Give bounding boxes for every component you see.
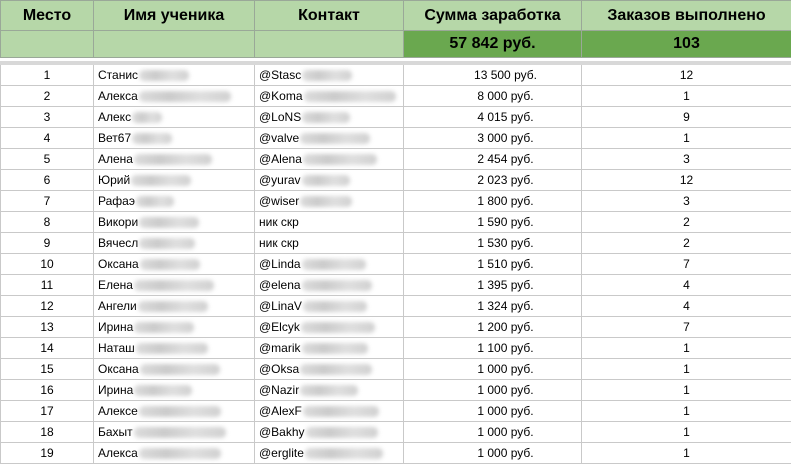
student-name: Оксана <box>98 257 139 271</box>
student-name: Станис <box>98 68 138 82</box>
orders-cell[interactable]: 1 <box>582 86 791 107</box>
orders-cell[interactable]: 4 <box>582 275 791 296</box>
place-cell[interactable]: 15 <box>1 359 94 380</box>
contact-cell[interactable] <box>255 63 404 86</box>
place-cell[interactable]: 8 <box>1 212 94 233</box>
student-name: Алена <box>98 152 133 166</box>
table-row <box>1 128 791 149</box>
table-row <box>1 149 791 170</box>
amount-cell[interactable]: 1 530 руб. <box>404 233 582 254</box>
student-cell[interactable] <box>94 128 255 149</box>
student-cell[interactable] <box>94 233 255 254</box>
totals-empty-cell[interactable] <box>255 31 404 58</box>
amount-cell[interactable]: 2 023 руб. <box>404 170 582 191</box>
student-cell[interactable] <box>94 296 255 317</box>
redaction-blur <box>138 301 208 312</box>
contact-cell[interactable] <box>255 128 404 149</box>
contact-handle: @Koma <box>259 89 303 103</box>
contact-handle: @AlexF <box>259 404 302 418</box>
contact-handle: @Linda <box>259 257 301 271</box>
totals-row <box>1 31 791 58</box>
contact-cell[interactable] <box>255 401 404 422</box>
orders-cell[interactable]: 1 <box>582 128 791 149</box>
student-name: Вячесл <box>98 236 138 250</box>
place-cell[interactable]: 4 <box>1 128 94 149</box>
orders-cell[interactable]: 1 <box>582 422 791 443</box>
table-row <box>1 86 791 107</box>
table-row <box>1 212 791 233</box>
table-row <box>1 63 791 86</box>
amount-cell[interactable]: 1 000 руб. <box>404 443 582 464</box>
redaction-blur <box>302 112 350 123</box>
student-name: Ирина <box>98 383 133 397</box>
header-place[interactable]: Место <box>1 1 94 31</box>
place-cell[interactable]: 14 <box>1 338 94 359</box>
contact-handle: @Nazir <box>259 383 299 397</box>
table-row <box>1 107 791 128</box>
table-row <box>1 191 791 212</box>
redaction-blur <box>300 385 358 396</box>
place-cell[interactable]: 10 <box>1 254 94 275</box>
redaction-blur <box>132 112 162 123</box>
place-cell[interactable]: 1 <box>1 63 94 86</box>
student-name: Алекса <box>98 89 138 103</box>
student-cell[interactable] <box>94 86 255 107</box>
amount-cell[interactable]: 8 000 руб. <box>404 86 582 107</box>
student-cell[interactable] <box>94 317 255 338</box>
redaction-blur <box>139 406 221 417</box>
table-row <box>1 380 791 401</box>
redaction-blur <box>304 91 396 102</box>
table-row <box>1 422 791 443</box>
contact-cell[interactable] <box>255 107 404 128</box>
redaction-blur <box>136 196 174 207</box>
table-row <box>1 338 791 359</box>
student-cell[interactable] <box>94 149 255 170</box>
student-name: Алексе <box>98 404 138 418</box>
orders-cell[interactable]: 12 <box>582 63 791 86</box>
table-row <box>1 317 791 338</box>
orders-cell[interactable]: 4 <box>582 296 791 317</box>
student-name: Вет67 <box>98 131 131 145</box>
header-row <box>1 1 791 31</box>
contact-handle: ник скр <box>259 236 299 250</box>
contact-handle: @elena <box>259 278 301 292</box>
student-cell[interactable] <box>94 422 255 443</box>
amount-cell[interactable]: 3 000 руб. <box>404 128 582 149</box>
student-name: Бахыт <box>98 425 133 439</box>
amount-cell[interactable]: 1 590 руб. <box>404 212 582 233</box>
table-row <box>1 443 791 464</box>
redaction-blur <box>139 238 195 249</box>
contact-cell[interactable] <box>255 275 404 296</box>
table-body <box>1 63 791 464</box>
redaction-blur <box>132 133 172 144</box>
contact-cell[interactable] <box>255 380 404 401</box>
table-row <box>1 296 791 317</box>
orders-cell[interactable]: 7 <box>582 254 791 275</box>
table-row <box>1 275 791 296</box>
contact-handle: @Elcyk <box>259 320 300 334</box>
place-cell[interactable]: 13 <box>1 317 94 338</box>
redaction-blur <box>140 259 200 270</box>
redaction-blur <box>301 322 375 333</box>
redaction-blur <box>302 343 368 354</box>
contact-cell[interactable] <box>255 443 404 464</box>
amount-cell[interactable]: 1 200 руб. <box>404 317 582 338</box>
orders-cell[interactable]: 1 <box>582 443 791 464</box>
orders-cell[interactable]: 9 <box>582 107 791 128</box>
student-cell[interactable] <box>94 275 255 296</box>
student-cell[interactable] <box>94 338 255 359</box>
student-name: Рафаэ <box>98 194 135 208</box>
redaction-blur <box>134 427 226 438</box>
contact-handle: @erglite <box>259 446 304 460</box>
redaction-blur <box>300 364 372 375</box>
place-cell[interactable]: 7 <box>1 191 94 212</box>
contact-cell[interactable] <box>255 212 404 233</box>
contact-cell[interactable] <box>255 170 404 191</box>
orders-cell[interactable]: 3 <box>582 191 791 212</box>
orders-cell[interactable]: 1 <box>582 338 791 359</box>
orders-cell[interactable]: 1 <box>582 380 791 401</box>
place-cell[interactable]: 6 <box>1 170 94 191</box>
student-cell[interactable] <box>94 107 255 128</box>
orders-cell[interactable]: 3 <box>582 149 791 170</box>
contact-cell[interactable] <box>255 422 404 443</box>
place-cell[interactable]: 19 <box>1 443 94 464</box>
redaction-blur <box>134 385 192 396</box>
amount-cell[interactable]: 1 000 руб. <box>404 359 582 380</box>
contact-handle: @LoNS <box>259 110 301 124</box>
contact-handle: @yurav <box>259 173 301 187</box>
amount-cell[interactable]: 4 015 руб. <box>404 107 582 128</box>
student-name: Алекс <box>98 110 131 124</box>
place-cell[interactable]: 3 <box>1 107 94 128</box>
amount-cell[interactable]: 1 510 руб. <box>404 254 582 275</box>
contact-handle: ник скр <box>259 215 299 229</box>
header-earnings[interactable]: Сумма заработка <box>404 1 582 31</box>
redaction-blur <box>139 70 189 81</box>
orders-cell[interactable]: 2 <box>582 212 791 233</box>
redaction-blur <box>134 154 212 165</box>
redaction-blur <box>139 91 231 102</box>
student-name: Елена <box>98 278 133 292</box>
contact-cell[interactable] <box>255 86 404 107</box>
redaction-blur <box>139 217 199 228</box>
amount-cell[interactable]: 2 454 руб. <box>404 149 582 170</box>
redaction-blur <box>302 259 366 270</box>
contact-cell[interactable] <box>255 254 404 275</box>
totals-empty-cell[interactable] <box>1 31 94 58</box>
redaction-blur <box>306 427 378 438</box>
contact-cell[interactable] <box>255 149 404 170</box>
redaction-blur <box>302 175 350 186</box>
student-cell[interactable] <box>94 380 255 401</box>
redaction-blur <box>131 175 191 186</box>
student-cell[interactable] <box>94 401 255 422</box>
table-row <box>1 401 791 422</box>
place-cell[interactable]: 17 <box>1 401 94 422</box>
redaction-blur <box>140 364 220 375</box>
student-cell[interactable] <box>94 170 255 191</box>
student-name: Алекса <box>98 446 138 460</box>
student-cell[interactable] <box>94 191 255 212</box>
student-name: Юрий <box>98 173 130 187</box>
contact-handle: @Oksa <box>259 362 299 376</box>
student-name: Наташ <box>98 341 135 355</box>
amount-cell[interactable]: 13 500 руб. <box>404 63 582 86</box>
total-orders[interactable]: 103 <box>582 31 791 58</box>
contact-cell[interactable] <box>255 338 404 359</box>
student-name: Ирина <box>98 320 133 334</box>
contact-handle: @marik <box>259 341 301 355</box>
redaction-blur <box>303 406 379 417</box>
orders-cell[interactable]: 1 <box>582 401 791 422</box>
redaction-blur <box>134 280 214 291</box>
table-row <box>1 254 791 275</box>
contact-cell[interactable] <box>255 359 404 380</box>
amount-cell[interactable]: 1 000 руб. <box>404 401 582 422</box>
orders-cell[interactable]: 12 <box>582 170 791 191</box>
student-cell[interactable] <box>94 359 255 380</box>
contact-handle: @Stasc <box>259 68 301 82</box>
amount-cell[interactable]: 1 324 руб. <box>404 296 582 317</box>
redaction-blur <box>134 322 194 333</box>
place-cell[interactable]: 11 <box>1 275 94 296</box>
orders-cell[interactable]: 2 <box>582 233 791 254</box>
amount-cell[interactable]: 1 100 руб. <box>404 338 582 359</box>
total-earnings[interactable]: 57 842 руб. <box>404 31 582 58</box>
header-contact[interactable]: Контакт <box>255 1 404 31</box>
contact-handle: @Alena <box>259 152 302 166</box>
table-row <box>1 170 791 191</box>
place-cell[interactable]: 16 <box>1 380 94 401</box>
student-name: Викори <box>98 215 138 229</box>
amount-cell[interactable]: 1 395 руб. <box>404 275 582 296</box>
table-row <box>1 233 791 254</box>
redaction-blur <box>136 343 208 354</box>
contact-cell[interactable] <box>255 296 404 317</box>
contact-handle: @Bakhy <box>259 425 305 439</box>
contact-cell[interactable] <box>255 233 404 254</box>
student-cell[interactable] <box>94 443 255 464</box>
contact-handle: @valve <box>259 131 299 145</box>
totals-empty-cell[interactable] <box>94 31 255 58</box>
orders-cell[interactable]: 1 <box>582 359 791 380</box>
student-cell[interactable] <box>94 254 255 275</box>
redaction-blur <box>303 301 367 312</box>
contact-cell[interactable] <box>255 317 404 338</box>
header-student[interactable]: Имя ученика <box>94 1 255 31</box>
student-cell[interactable] <box>94 63 255 86</box>
redaction-blur <box>302 280 372 291</box>
redaction-blur <box>302 70 352 81</box>
amount-cell[interactable]: 1 800 руб. <box>404 191 582 212</box>
place-cell[interactable]: 12 <box>1 296 94 317</box>
student-name: Ангели <box>98 299 137 313</box>
contact-cell[interactable] <box>255 191 404 212</box>
place-cell[interactable]: 9 <box>1 233 94 254</box>
place-cell[interactable]: 18 <box>1 422 94 443</box>
amount-cell[interactable]: 1 000 руб. <box>404 380 582 401</box>
redaction-blur <box>305 448 383 459</box>
place-cell[interactable]: 5 <box>1 149 94 170</box>
contact-handle: @wiser <box>259 194 299 208</box>
student-name: Оксана <box>98 362 139 376</box>
redaction-blur <box>300 196 352 207</box>
orders-cell[interactable]: 7 <box>582 317 791 338</box>
redaction-blur <box>139 448 221 459</box>
student-cell[interactable] <box>94 212 255 233</box>
redaction-blur <box>303 154 377 165</box>
amount-cell[interactable]: 1 000 руб. <box>404 422 582 443</box>
table-row <box>1 359 791 380</box>
redaction-blur <box>300 133 370 144</box>
header-orders[interactable]: Заказов выполнено <box>582 1 791 31</box>
contact-handle: @LinaV <box>259 299 302 313</box>
place-cell[interactable]: 2 <box>1 86 94 107</box>
